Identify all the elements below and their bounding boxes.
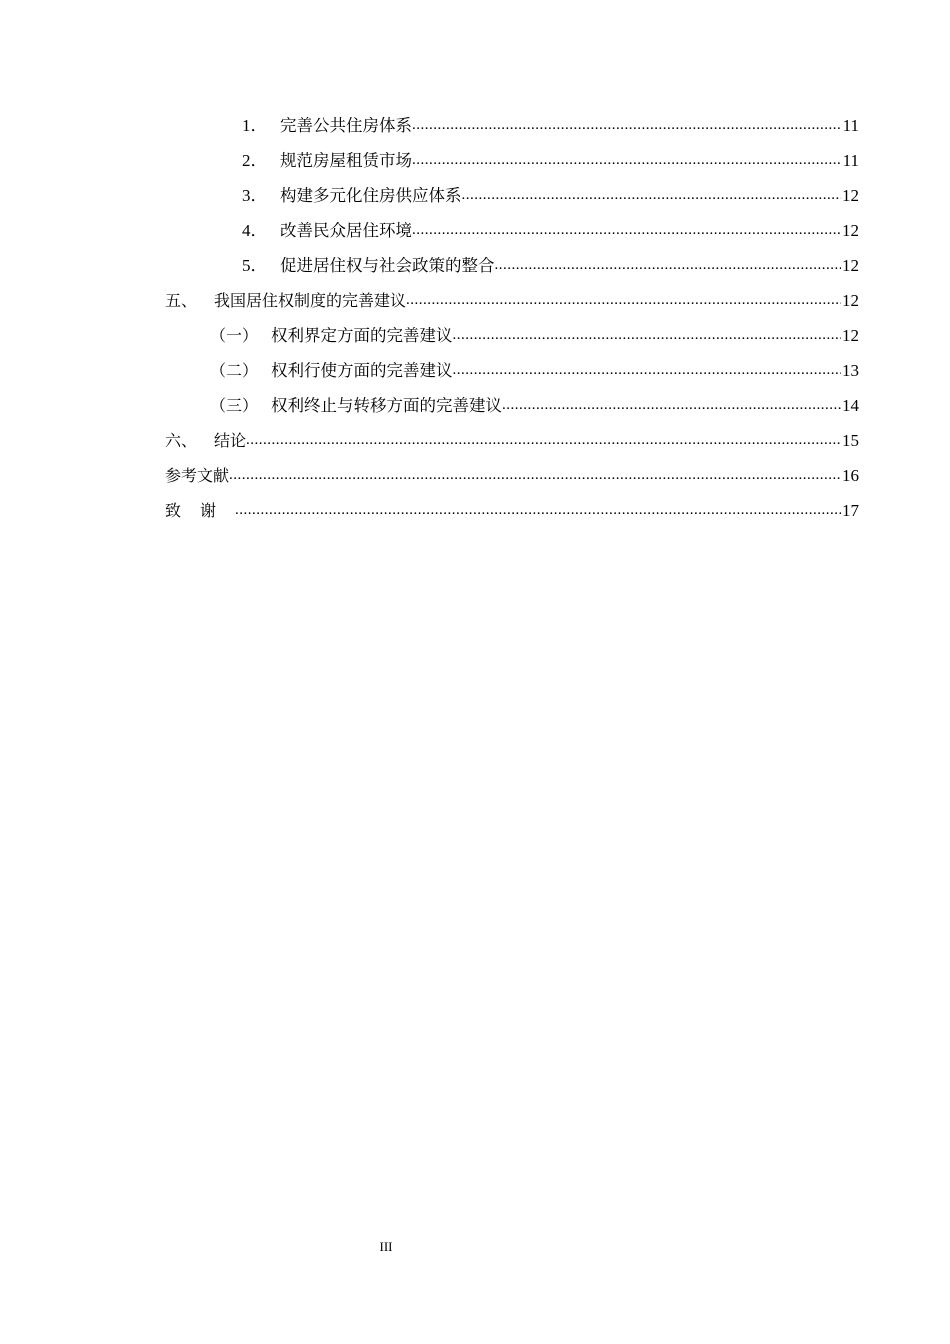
toc-dot-leader	[502, 388, 841, 423]
toc-entry[interactable]	[0, 143, 950, 178]
toc-dot-leader	[412, 213, 841, 248]
toc-dot-leader	[462, 178, 842, 213]
toc-entry-page: 13	[842, 361, 859, 380]
toc-entry-number: 2．	[242, 151, 268, 170]
toc-entry-title: 我国居住权制度的完善建议	[214, 291, 407, 310]
toc-entry-title: 改善民众居住环境	[280, 221, 412, 240]
toc-entry-number: 3．	[242, 186, 268, 205]
toc-entry-page: 12	[842, 291, 859, 310]
toc-dot-leader	[495, 248, 842, 283]
toc-entry-title: 促进居住权与社会政策的整合	[280, 256, 495, 275]
toc-entry-number: 1．	[242, 116, 268, 135]
toc-entry-page: 12	[842, 221, 859, 240]
toc-entry-page: 14	[842, 396, 859, 415]
toc-entry-title: 权利终止与转移方面的完善建议	[271, 396, 502, 415]
toc-entry-title: 结论	[214, 431, 247, 450]
toc-entry-number: 六、	[165, 431, 198, 450]
toc-entry-page: 11	[842, 116, 859, 135]
toc-entry-title: 权利行使方面的完善建议	[271, 361, 453, 380]
page-number-footer: III	[379, 1239, 393, 1254]
toc-dot-leader	[412, 143, 842, 178]
toc-entry[interactable]	[0, 388, 950, 423]
toc-entry[interactable]	[0, 108, 950, 143]
toc-entry-number: （二）	[210, 361, 259, 380]
toc-dot-leader	[406, 283, 841, 318]
toc-entry[interactable]	[0, 248, 950, 283]
toc-entry-page: 16	[842, 466, 859, 485]
toc-entry-number: 4．	[242, 221, 268, 240]
toc-entry-number: 五、	[165, 291, 198, 310]
toc-entry-page: 12	[842, 256, 859, 275]
toc-entry-title: 规范房屋租赁市场	[280, 151, 412, 170]
toc-entry-page: 17	[842, 501, 859, 520]
toc-entry-title: 完善公共住房体系	[280, 116, 412, 135]
toc-entry-page: 11	[842, 151, 859, 170]
toc-entry[interactable]	[0, 353, 950, 388]
toc-entry[interactable]	[0, 458, 950, 493]
toc-entry[interactable]	[0, 318, 950, 353]
toc-entry-number: （三）	[210, 396, 259, 415]
table-of-contents	[0, 108, 950, 528]
toc-dot-leader	[412, 108, 842, 143]
toc-dot-leader	[453, 353, 842, 388]
toc-entry-number: （一）	[210, 326, 259, 345]
toc-entry-title: 权利界定方面的完善建议	[271, 326, 453, 345]
toc-entry-page: 12	[842, 326, 859, 345]
toc-entry-page: 12	[842, 186, 859, 205]
toc-entry[interactable]	[0, 283, 950, 318]
toc-entry[interactable]	[0, 213, 950, 248]
toc-dot-leader	[246, 423, 841, 458]
toc-dot-leader	[453, 318, 842, 353]
toc-entry[interactable]	[0, 178, 950, 213]
toc-dot-leader	[229, 458, 841, 493]
toc-entry[interactable]	[0, 493, 950, 528]
toc-entry-title: 构建多元化住房供应体系	[280, 186, 462, 205]
toc-entry-page: 15	[842, 431, 859, 450]
toc-entry[interactable]	[0, 423, 950, 458]
toc-entry-title: 致谢	[165, 501, 236, 520]
toc-entry-title: 参考文献	[165, 466, 230, 485]
toc-dot-leader	[235, 493, 841, 528]
toc-entry-number: 5．	[242, 256, 268, 275]
